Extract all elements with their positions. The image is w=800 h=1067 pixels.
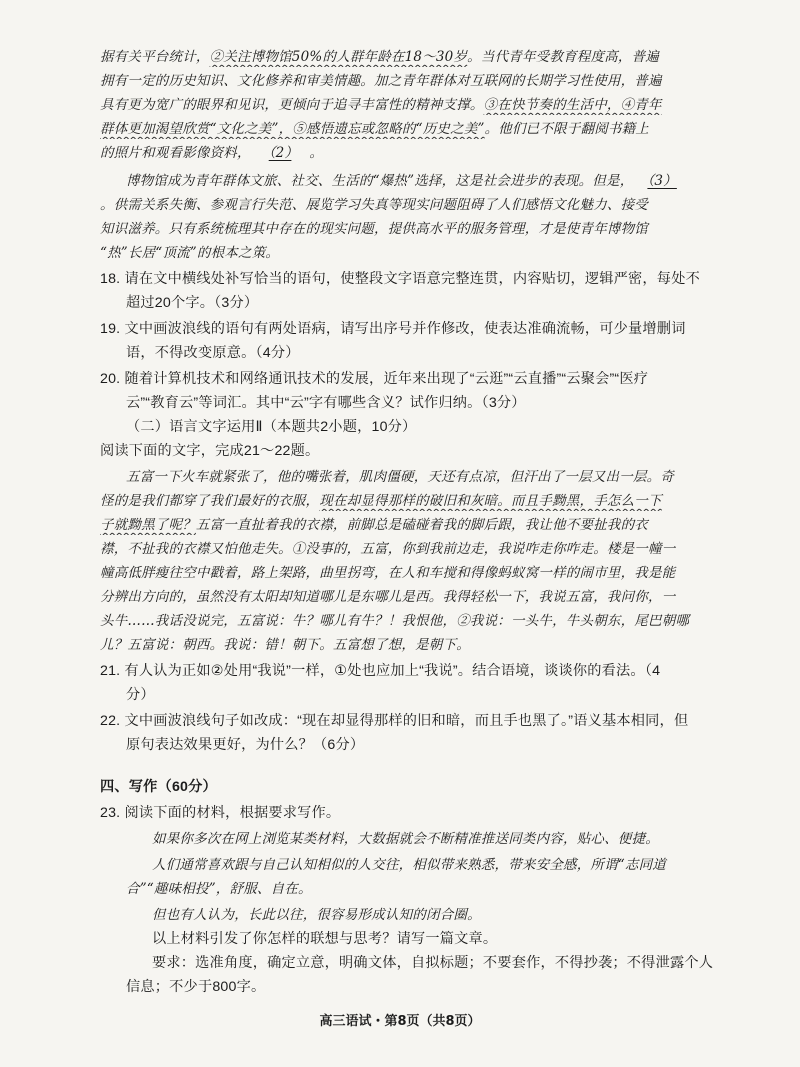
passage2-line-3 xyxy=(100,516,725,535)
wavy-sentence-3: ③在快节奏的生活中，④青年 xyxy=(483,97,662,113)
question-21-line-1: 21. 有人认为正如②处用“我说”一样，①处也应加上“我说”。结合语境，谈谈你的看法。（4 xyxy=(100,663,661,679)
question-20-line-1: 20. 随着计算机技术和网络通讯技术的发展，近年来出现了“云逛”“云直播”“云聚会”“医疗 xyxy=(100,371,649,387)
question-22-line-2: 原句表达效果更好，为什么？（6分） xyxy=(126,737,365,753)
text: 博物馆成为青年群体文旅、社交、生活的“爆热”选择，这是社会进步的表现。但是， xyxy=(126,173,634,189)
question-23-title: 23. 阅读下面的材料，根据要求写作。 xyxy=(100,805,341,821)
text: 。当代青年受教育程度高，普遍 xyxy=(467,49,659,65)
wavy-sentence-a: 现在却显得那样的破旧和灰暗。而且手黝黑，手怎么一下 xyxy=(319,493,662,509)
passage2-line-4: 襟，不扯我的衣襟又怕他走失。①没事的，五富，你到我前边走，我说咋走你咋走。楼是一幢一 xyxy=(100,541,676,557)
question-19-line-2: 语，不得改变原意。（4分） xyxy=(126,345,300,361)
text: 。他们已不限于翻阅书籍上 xyxy=(484,121,650,137)
section-4-heading: 四、写作（60分） xyxy=(100,779,217,795)
passage2-line-2 xyxy=(100,492,725,511)
text: 的照片和观看影像资料， xyxy=(100,145,251,161)
section-2-heading: （二）语言文字运用Ⅱ（本题共2小题，10分） xyxy=(126,419,417,435)
text: 据有关平台统计， xyxy=(100,49,210,65)
passage1-line-9: “热”长居“顶流”的根本之策。 xyxy=(100,245,280,261)
passage2-line-5: 幢高低胖瘦往空中戳着，路上架路，曲里拐弯，在人和车搅和得像蚂蚁窝一样的闹市里，我是能 xyxy=(100,565,676,581)
passage1-line-4 xyxy=(100,120,725,139)
reading-intro: 阅读下面的文字，完成21～22题。 xyxy=(100,443,320,459)
writing-requirements-1: 要求：选准角度，确定立意，明确文体，自拟标题；不要套作，不得抄袭；不得泄露个人 xyxy=(152,955,714,971)
question-21-line-2: 分） xyxy=(126,687,155,703)
writing-material-2b: 合”“趣味相投”，舒服、自在。 xyxy=(126,881,312,897)
passage2-line-8: 儿？五富说：朝西。我说：错！朝下。五富想了想，是朝下。 xyxy=(100,637,470,653)
passage1-line-5 xyxy=(100,144,725,163)
passage1-line-3 xyxy=(100,96,725,115)
page-footer: 高三语试・第8页（共8页） xyxy=(319,1014,481,1029)
wavy-sentence-5: 群体更加渴望欣赏“文化之美”，⑤感悟遗忘或忽略的“历史之美” xyxy=(100,121,485,137)
question-19-line-1: 19. 文中画波浪线的语句有两处语病，请写出序号并作修改，使表达准确流畅，可少量增删词 xyxy=(100,321,686,337)
passage2-line-1: 五富一下火车就紧张了，他的嘴张着，肌肉僵硬，天还有点凉，但汗出了一层又出一层。奇 xyxy=(126,469,674,485)
text: 具有更为宽广的眼界和见识，更倾向于追寻丰富性的精神支撑。 xyxy=(100,97,484,113)
question-22-line-1: 22. 文中画波浪线句子如改成：“现在却显得那样的旧和暗，而且手也黑了。”语义基本相同，但 xyxy=(100,713,689,729)
text: 五富一直扯着我的衣襟，前脚总是磕碰着我的脚后跟，我让他不要扯我的衣 xyxy=(195,517,649,533)
writing-material-2a: 人们通常喜欢跟与自己认知相似的人交往，相似带来熟悉，带来安全感，所谓“志同道 xyxy=(152,857,667,873)
writing-material-1: 如果你多次在网上浏览某类材料，大数据就会不断精准推送同类内容，贴心、便捷。 xyxy=(152,831,659,847)
text: 怪的是我们都穿了我们最好的衣服， xyxy=(100,493,320,509)
blank-3: （3） xyxy=(647,173,677,189)
text: 。 xyxy=(309,145,324,161)
question-18-line-2: 超过20个字。（3分） xyxy=(126,295,259,311)
wavy-sentence-2: ②关注博物馆50%的人群年龄在18～30岁 xyxy=(209,49,468,65)
passage1-line-6 xyxy=(126,172,725,191)
writing-requirements-2: 信息；不少于800字。 xyxy=(126,979,266,995)
passage1-line-1 xyxy=(100,48,725,67)
wavy-sentence-b: 子就黝黑了呢？ xyxy=(100,517,196,533)
writing-prompt: 以上材料引发了你怎样的联想与思考？请写一篇文章。 xyxy=(152,931,498,947)
question-18-line-1: 18. 请在文中横线处补写恰当的语句，使整段文字语意完整连贯，内容贴切，逻辑严密，每处不 xyxy=(100,271,700,287)
passage1-line-2: 拥有一定的历史知识、文化修养和审美情趣。加之青年群体对互联网的长期学习性使用，普遍 xyxy=(100,73,662,89)
passage2-line-6: 分辨出方向的，虽然没有太阳却知道哪儿是东哪儿是西。我得轻松一下，我说五富，我问你，一 xyxy=(100,589,676,605)
passage1-line-7: 。供需关系失衡、参观言行失范、展览学习失真等现实问题阻碍了人们感悟文化魅力、接受 xyxy=(100,197,648,213)
question-20-line-2: 云”“教育云”等词汇。其中“云”字有哪些含义？试作归纳。（3分） xyxy=(126,395,526,411)
passage1-line-8: 知识滋养。只有系统梳理其中存在的现实问题，提供高水平的服务管理，才是使青年博物馆 xyxy=(100,221,648,237)
writing-material-3: 但也有人认为，长此以往，很容易形成认知的闭合圈。 xyxy=(152,907,481,923)
blank-2: （2） xyxy=(268,145,292,161)
passage2-line-7: 头牛……我话没说完，五富说：牛？哪儿有牛？！我恨他，②我说：一头牛，牛头朝东，尾巴朝哪 xyxy=(100,613,690,629)
